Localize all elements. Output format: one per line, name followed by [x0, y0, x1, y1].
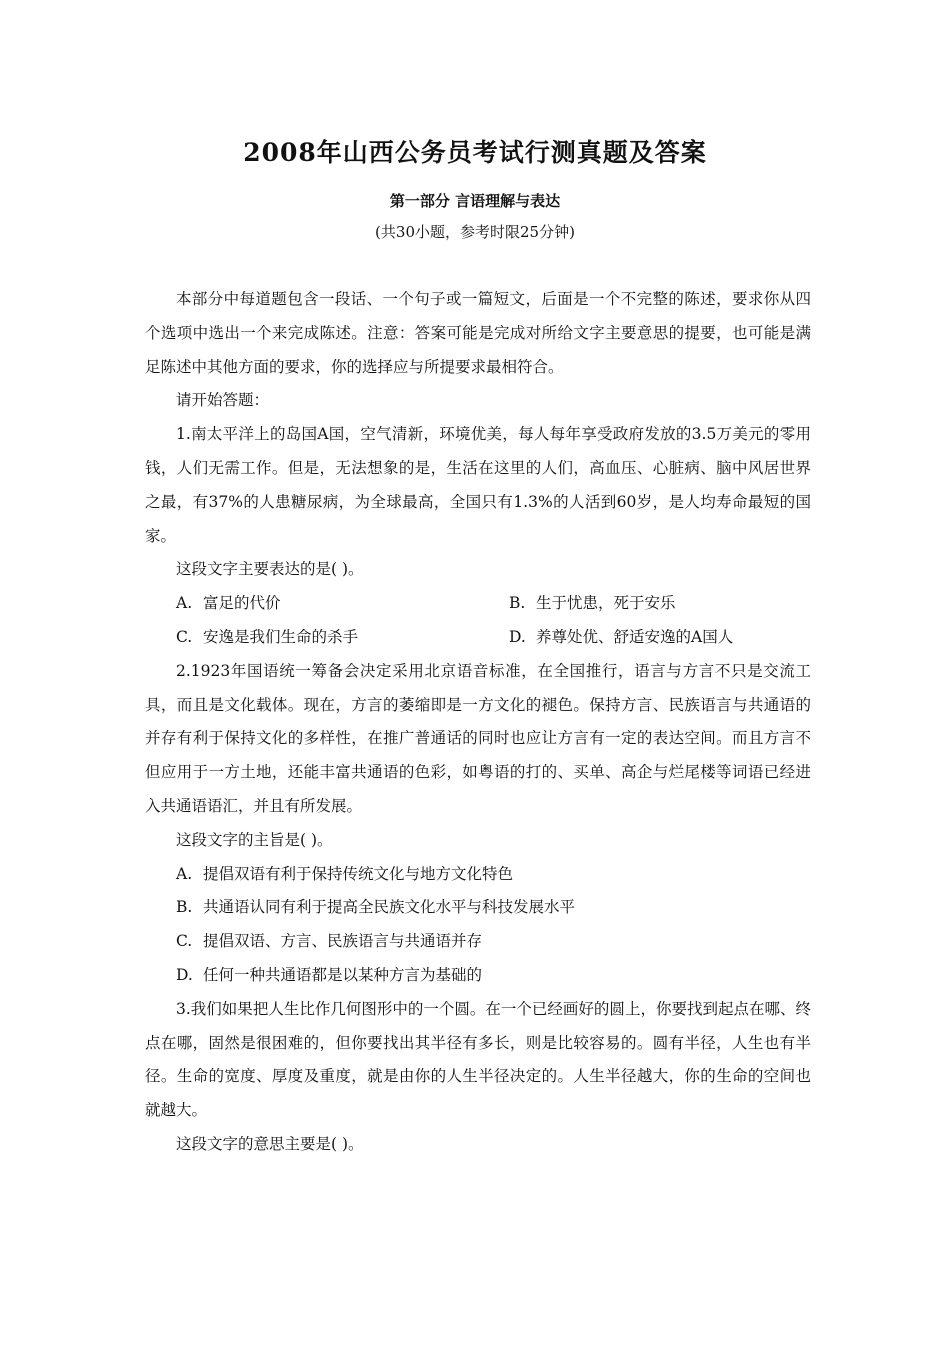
question-1-stem: 这段文字主要表达的是( )。 — [176, 560, 364, 579]
question-1-options-row-1 — [145, 587, 811, 621]
document-body — [145, 283, 811, 1162]
question-2-option-a: A. 提倡双语有利于保持传统文化与地方文化特色 — [176, 864, 514, 883]
question-1-text: 1.南太平洋上的岛国A国，空气清新，环境优美，每人每年享受政府发放的3.5万美元的零用钱，人们无需工作。但是，无法想象的是，生活在这里的人们，高血压、心脏病、脑中风居世界之最，有37%的人患糖尿病，为全球最高，全国只有1.3%的人活到60岁，是人均寿命最短的国家。 — [145, 425, 811, 545]
question-2-option-c: C. 提倡双语、方言、民族语言与共通语并存 — [176, 932, 483, 951]
intro-paragraph: 本部分中每道题包含一段话、一个句子或一篇短文，后面是一个不完整的陈述，要求你从四个选项中选出一个来完成陈述。注意：答案可能是完成对所给文字主要意思的提要，也可能是满足陈述中其他方面的要求，你的选择应与所提要求最相符合。 — [145, 290, 811, 376]
question-1-option-a: A. 富足的代价 — [176, 594, 281, 613]
question-1-options-row-2 — [145, 621, 811, 655]
question-2-text: 2.1923年国语统一筹备会决定采用北京语音标准，在全国推行，语言与方言不只是交流工具，而且是文化载体。现在，方言的萎缩即是一方文化的褪色。保持方言、民族语言与共通语的并存有利于保持文化的多样性，在推广普通话的同时也应让方言有一定的表达空间。而且方言不但应用于一方土地，还能丰富共通语的色彩，如粤语的打的、买单、高企与烂尾楼等词语已经进入共通语语汇，并且有所发展。 — [145, 661, 811, 815]
section-title: 第一部分 言语理解与表达 — [389, 192, 561, 210]
start-prompt: 请开始答题： — [176, 391, 270, 410]
question-3-text: 3.我们如果把人生比作几何图形中的一个圆。在一个已经画好的圆上，你要找到起点在哪、终点在哪，固然是很困难的，但你要找出其半径有多长，则是比较容易的。圆有半径，人生也有半径。生命的宽度、厚度及重度，就是由你的人生半径决定的。人生半径越大，你的生命的空间也就越大。 — [145, 999, 811, 1120]
question-1-option-b: B. 生于忧患，死于安乐 — [509, 594, 676, 613]
page-title: 2008年山西公务员考试行测真题及答案 — [243, 138, 707, 167]
question-1-option-d: D. 养尊处优、舒适安逸的A国人 — [509, 627, 734, 646]
question-2-option-b: B. 共通语认同有利于提高全民族文化水平与科技发展水平 — [176, 898, 576, 917]
question-2-stem: 这段文字的主旨是( )。 — [176, 830, 333, 849]
section-note: (共30小题，参考时限25分钟) — [375, 223, 575, 241]
question-1-option-c: C. 安逸是我们生命的杀手 — [176, 627, 359, 646]
question-2-option-d: D. 任何一种共通语都是以某种方言为基础的 — [176, 965, 483, 984]
question-3-stem: 这段文字的意思主要是( )。 — [176, 1134, 364, 1153]
